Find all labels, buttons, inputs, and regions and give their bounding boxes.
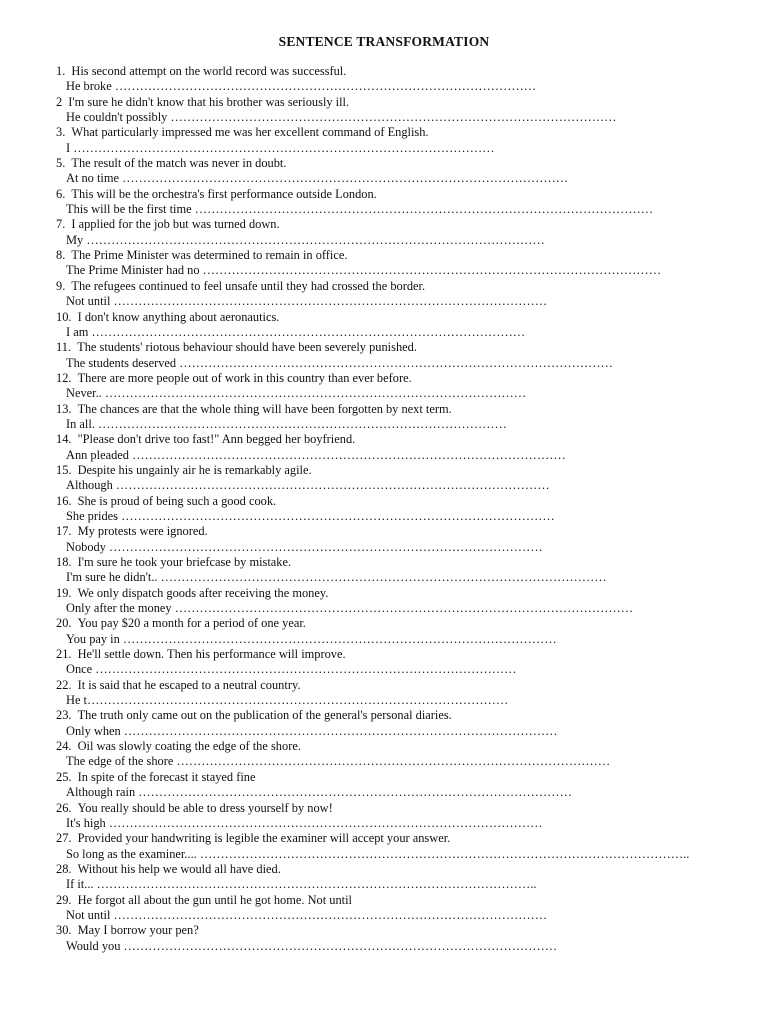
answer-dots: …………………………………………………………………………………………… [179, 355, 613, 370]
item-number: 14. [56, 432, 75, 447]
answer-dots: ………………………………………………………………………………………… [73, 140, 495, 155]
prompt-text: There are more people out of work in this country than ever before. [77, 370, 412, 385]
answer-stem: Nobody [66, 539, 110, 554]
answer-line [56, 509, 746, 524]
prompt-text: The chances are that the whole thing will have been forgotten by next term. [77, 401, 452, 416]
answer-dots: ……………………………………………………………………………………………………….. [199, 846, 690, 861]
answer-dots: …………………………………………………………………………………………….. [96, 877, 537, 892]
answer-line [56, 141, 746, 156]
answer-dots: ………………………………………………………………………………………… [95, 662, 517, 677]
answer-stem: So long as the examiner.... [66, 846, 200, 861]
item-number: 24. [56, 739, 75, 754]
answer-dots: …………………………………………………………………………………………… [122, 631, 557, 646]
prompt-line [56, 494, 746, 509]
answer-line [56, 754, 746, 769]
answer-stem: You pay in [66, 631, 123, 646]
answer-stem: He couldn't possibly [66, 110, 171, 125]
item-21 [56, 678, 746, 709]
item-29 [56, 923, 746, 954]
answer-line [56, 662, 746, 677]
answer-line [56, 110, 746, 125]
prompt-text: He forgot all about the gun until he got home. Not until [77, 892, 352, 907]
item-number: 5. [56, 156, 69, 171]
item-25 [56, 801, 746, 832]
answer-dots: ………………………………………………………………………………………………… [194, 202, 654, 217]
answer-stem: He t [66, 693, 87, 708]
prompt-line [56, 893, 746, 908]
prompt-line [56, 463, 746, 478]
item-11 [56, 371, 746, 402]
answer-stem: I [66, 140, 74, 155]
answer-dots: …………………………………………………………………………………………… [115, 478, 550, 493]
answer-stem: It's high [66, 815, 109, 830]
item-27 [56, 862, 746, 893]
item-16 [56, 524, 746, 555]
item-number: 10. [56, 309, 75, 324]
answer-stem: Never.. [66, 386, 105, 401]
item-number: 16. [56, 493, 75, 508]
answer-dots: ………………………………………………………………………………………………… [86, 232, 545, 247]
prompt-text: The truth only came out on the publication of the general's personal diaries. [77, 708, 452, 723]
prompt-line [56, 248, 746, 263]
prompt-line [56, 64, 746, 79]
prompt-text: I don't know anything about aeronautics. [77, 309, 280, 324]
answer-line [56, 724, 746, 739]
item-2 [56, 95, 746, 126]
prompt-text: He'll settle down. Then his performance will improve. [77, 647, 346, 662]
answer-stem: At no time [66, 171, 123, 186]
prompt-text: You pay $20 a month for a period of one year. [77, 616, 306, 631]
answer-dots: ………………………………………………………………………………………… [114, 79, 537, 94]
answer-stem: The Prime Minister had no [66, 263, 203, 278]
item-number: 19. [56, 585, 75, 600]
answer-stem: My [66, 232, 87, 247]
item-number: 29. [56, 892, 75, 907]
item-7 [56, 248, 746, 279]
answer-stem: I'm sure he didn't.. [66, 570, 161, 585]
prompt-line [56, 708, 746, 723]
answer-line [56, 908, 746, 923]
prompt-line [56, 279, 746, 294]
answer-line [56, 877, 746, 892]
answer-stem: Only when [66, 723, 124, 738]
answer-stem: Once [66, 662, 96, 677]
prompt-line [56, 678, 746, 693]
prompt-text: The students' riotous behaviour should have been severely punished. [77, 340, 417, 355]
item-14 [56, 463, 746, 494]
item-19 [56, 616, 746, 647]
item-number: 11. [56, 340, 75, 355]
answer-line [56, 570, 746, 585]
answer-dots: …………………………………………………………………………………………… [132, 447, 566, 462]
answer-stem: In all. [66, 416, 98, 431]
item-number: 27. [56, 831, 75, 846]
answer-line [56, 386, 746, 401]
answer-dots: …………………………………………………………………………………………… [123, 723, 558, 738]
prompt-text: It is said that he escaped to a neutral country. [77, 677, 301, 692]
prompt-text: In spite of the forecast it stayed fine [77, 769, 256, 784]
answer-line [56, 785, 746, 800]
prompt-line [56, 770, 746, 785]
item-3 [56, 125, 746, 156]
item-number: 25. [56, 769, 75, 784]
prompt-text: Oil was slowly coating the edge of the shore. [77, 739, 301, 754]
item-number: 18. [56, 555, 75, 569]
prompt-line [56, 647, 746, 662]
prompt-line [56, 923, 746, 938]
answer-line [56, 693, 746, 708]
prompt-text: You really should be able to dress yourself by now! [77, 800, 333, 815]
item-8 [56, 279, 746, 310]
item-number: 17. [56, 524, 75, 539]
answer-dots: …………………………………………………………………………………………… [176, 754, 611, 769]
prompt-line [56, 432, 746, 447]
prompt-text: May I borrow your pen? [77, 923, 199, 938]
answer-dots: ……………………………………………………………………………………… [98, 416, 507, 431]
prompt-line [56, 402, 746, 417]
item-5 [56, 187, 746, 218]
prompt-text: Provided your handwriting is legible the examiner will accept your answer. [77, 831, 451, 846]
item-number: 6. [56, 186, 69, 201]
prompt-line [56, 217, 746, 232]
item-1 [56, 64, 746, 95]
prompt-text: What particularly impressed me was her excellent command of English. [71, 125, 429, 140]
answer-line [56, 263, 746, 278]
prompt-text: I'm sure he took your briefcase by mistake. [77, 555, 292, 569]
item-6 [56, 217, 746, 248]
answer-stem: Although [66, 478, 116, 493]
answer-stem: The students deserved [66, 355, 180, 370]
answer-dots: …………………………………………………………………………………………… [113, 907, 548, 922]
item-number: 15. [56, 462, 75, 477]
item-number: 28. [56, 861, 75, 876]
answer-stem: Although rain [66, 785, 139, 800]
answer-stem: The edge of the shore [66, 754, 177, 769]
answer-dots: …………………………………………………………………………………………… [138, 785, 572, 800]
item-4 [56, 156, 746, 187]
item-9 [56, 310, 746, 341]
item-18 [56, 586, 746, 617]
answer-line [56, 478, 746, 493]
answer-dots: …………………………………………………………………………………………… [108, 815, 543, 830]
prompt-line [56, 371, 746, 386]
item-12 [56, 402, 746, 433]
answer-line [56, 171, 746, 186]
answer-dots: ………………………………………………………………………………………… [104, 386, 527, 401]
prompt-line [56, 95, 746, 110]
answer-dots: ……………………………………………………………………………………………… [170, 110, 617, 125]
answer-dots: ……………………………………………………………………………………………… [160, 570, 607, 585]
prompt-line [56, 340, 746, 355]
answer-stem: She prides [66, 508, 122, 523]
item-24 [56, 770, 746, 801]
prompt-text: She is proud of being such a good cook. [77, 493, 277, 508]
prompt-text: We only dispatch goods after receiving the money. [77, 585, 329, 600]
item-number: 26. [56, 800, 75, 815]
answer-dots: ……………………………………………………………………………………………… [122, 171, 569, 186]
answer-stem: I am [66, 324, 92, 339]
item-22 [56, 708, 746, 739]
answer-line [56, 448, 746, 463]
prompt-line [56, 862, 746, 877]
prompt-text: I'm sure he didn't know that his brother was seriously ill. [68, 94, 350, 109]
prompt-text: His second attempt on the world record was successful. [71, 64, 347, 78]
prompt-line [56, 156, 746, 171]
answer-dots: …………………………………………………………………………………………… [123, 938, 558, 953]
prompt-text: This will be the orchestra's first performance outside London. [71, 186, 377, 201]
item-number: 1. [56, 64, 69, 78]
item-number: 21. [56, 647, 75, 662]
answer-dots: ………………………………………………………………………………………………… [174, 601, 634, 616]
prompt-line [56, 187, 746, 202]
prompt-line [56, 616, 746, 631]
prompt-line [56, 739, 746, 754]
answer-stem: He broke [66, 79, 115, 94]
worksheet-list [56, 64, 746, 954]
answer-stem: Would you [66, 938, 124, 953]
prompt-line [56, 555, 746, 570]
answer-line [56, 79, 746, 94]
answer-stem: Ann pleaded [66, 447, 133, 462]
item-number: 30. [56, 923, 75, 938]
item-15 [56, 494, 746, 525]
answer-dots: ………………………………………………………………………………………… [87, 693, 509, 708]
answer-dots: …………………………………………………………………………………………… [109, 539, 543, 554]
answer-dots: …………………………………………………………………………………………… [91, 324, 526, 339]
item-20 [56, 647, 746, 678]
item-number: 12. [56, 370, 75, 385]
item-number: 2 [56, 94, 66, 109]
answer-line [56, 202, 746, 217]
answer-stem: Not until [66, 907, 114, 922]
item-10 [56, 340, 746, 371]
answer-line [56, 847, 746, 862]
answer-line [56, 601, 746, 616]
item-number: 13. [56, 401, 75, 416]
answer-line [56, 632, 746, 647]
prompt-text: The Prime Minister was determined to remain in office. [71, 248, 348, 263]
prompt-text: The refugees continued to feel unsafe until they had crossed the border. [71, 278, 426, 293]
prompt-line [56, 310, 746, 325]
prompt-line [56, 586, 746, 601]
answer-stem: This will be the first time [66, 202, 195, 217]
item-17 [56, 555, 746, 586]
answer-line [56, 356, 746, 371]
item-13 [56, 432, 746, 463]
answer-stem: Only after the money [66, 601, 175, 616]
answer-line [56, 294, 746, 309]
answer-dots: …………………………………………………………………………………………… [113, 294, 548, 309]
prompt-text: Despite his ungainly air he is remarkably agile. [77, 462, 312, 477]
prompt-text: Without his help we would all have died. [77, 861, 281, 876]
answer-stem: If it... [66, 877, 97, 892]
item-number: 7. [56, 217, 69, 232]
prompt-line [56, 524, 746, 539]
answer-stem: Not until [66, 294, 114, 309]
answer-line [56, 816, 746, 831]
prompt-line [56, 831, 746, 846]
item-number: 20. [56, 616, 75, 631]
answer-line [56, 939, 746, 954]
item-28 [56, 893, 746, 924]
answer-line [56, 417, 746, 432]
item-26 [56, 831, 746, 862]
prompt-text: The result of the match was never in doubt. [71, 156, 287, 171]
answer-line [56, 325, 746, 340]
item-number: 23. [56, 708, 75, 723]
prompt-line [56, 801, 746, 816]
answer-dots: ………………………………………………………………………………………………… [202, 263, 662, 278]
item-number: 8. [56, 248, 69, 263]
answer-dots: …………………………………………………………………………………………… [121, 508, 555, 523]
page-title: SENTENCE TRANSFORMATION [278, 34, 490, 49]
item-number: 9. [56, 278, 69, 293]
prompt-text: I applied for the job but was turned down. [71, 217, 280, 232]
answer-line [56, 540, 746, 555]
item-23 [56, 739, 746, 770]
prompt-text: My protests were ignored. [77, 524, 208, 539]
item-number: 3. [56, 125, 69, 140]
item-number: 22. [56, 677, 75, 692]
prompt-text: "Please don't drive too fast!" Ann begged her boyfriend. [77, 432, 356, 447]
prompt-line [56, 125, 746, 140]
answer-line [56, 233, 746, 248]
